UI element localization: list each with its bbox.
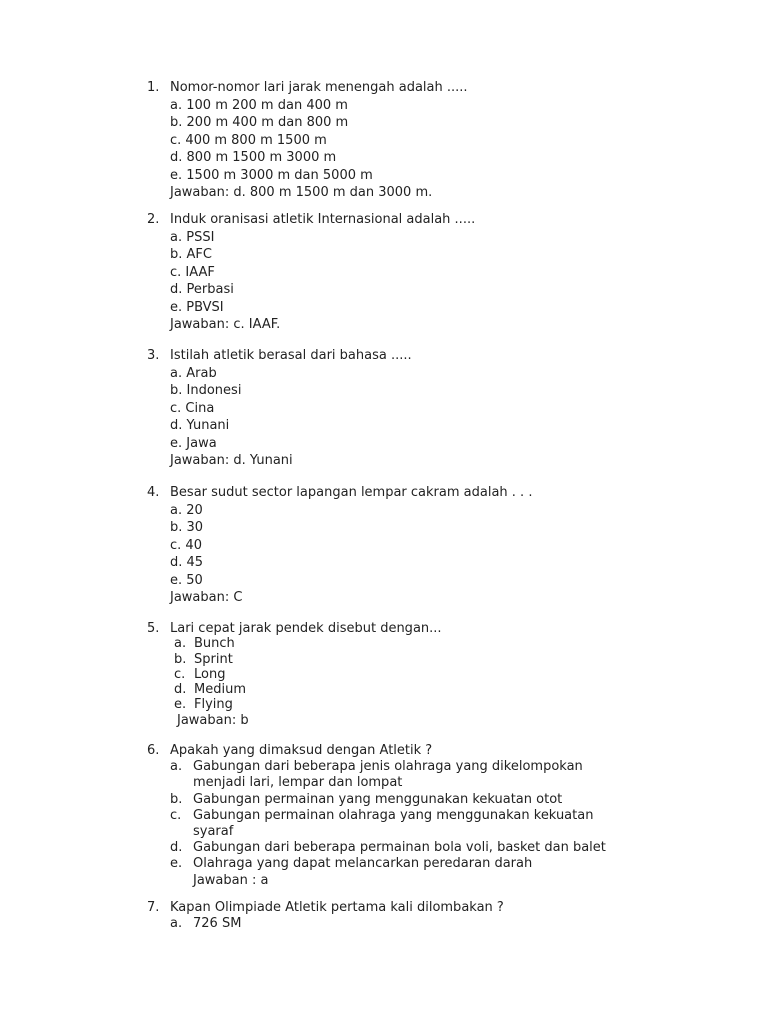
- answer-key: Jawaban: c. IAAF.: [170, 317, 281, 332]
- option-text: Olahraga yang dapat melancarkan peredaran darah: [193, 856, 533, 872]
- option-label: c.: [174, 666, 186, 682]
- option-a: [147, 502, 707, 520]
- option-a: [147, 365, 707, 383]
- option-b: [147, 246, 707, 264]
- option-text: Gabungan dari beberapa permainan bola voli, basket dan balet: [193, 840, 606, 856]
- option-text: Gabungan permainan yang menggunakan kekuatan otot: [193, 791, 563, 807]
- question-1: [147, 79, 707, 202]
- question-stem: [147, 211, 707, 229]
- question-5: [147, 621, 707, 728]
- option-text: 200 m 400 m dan 800 m: [186, 115, 349, 130]
- option-text: 45: [186, 555, 204, 570]
- option-text: Long: [194, 666, 226, 682]
- question-number: 5.: [147, 621, 160, 636]
- option-text: Arab: [186, 365, 217, 381]
- question-number: 1.: [147, 80, 160, 95]
- option-d: [147, 554, 707, 572]
- question-number: 7.: [147, 900, 160, 915]
- option-label: a.: [170, 502, 183, 518]
- option-label: d.: [170, 150, 183, 165]
- option-label: b.: [170, 791, 183, 807]
- option-label: b.: [174, 651, 187, 667]
- option-label: c.: [170, 400, 182, 416]
- option-c: [147, 808, 707, 824]
- option-label: d.: [170, 555, 183, 570]
- question-number: 4.: [147, 485, 160, 500]
- option-b: [147, 114, 707, 132]
- option-text: 50: [186, 572, 203, 588]
- option-d: [147, 281, 707, 299]
- option-text: PSSI: [186, 229, 215, 245]
- option-a-continuation: menjadi lari, lempar dan lompat: [193, 775, 403, 791]
- option-text: Indonesi: [186, 383, 242, 398]
- question-7: [147, 900, 707, 932]
- option-e: [147, 572, 707, 590]
- option-d: [147, 840, 707, 856]
- question-text: Lari cepat jarak pendek disebut dengan...: [170, 621, 442, 636]
- option-text: Gabungan permainan olahraga yang menggunakan kekuatan: [193, 807, 594, 823]
- option-text: 726 SM: [193, 916, 242, 932]
- question-text: Apakah yang dimaksud dengan Atletik ?: [170, 743, 433, 758]
- option-text: Bunch: [194, 636, 235, 652]
- option-text: PBVSI: [186, 299, 224, 315]
- question-4: [147, 484, 707, 607]
- option-d: [147, 682, 707, 697]
- question-2: [147, 211, 707, 334]
- question-number: 2.: [147, 212, 160, 227]
- question-3: [147, 347, 707, 470]
- option-c: [147, 264, 707, 282]
- option-e: [147, 435, 707, 453]
- answer-key: Jawaban: C: [170, 590, 243, 605]
- option-label: a.: [170, 916, 183, 932]
- option-text: 100 m 200 m dan 400 m: [186, 97, 348, 113]
- question-number: 6.: [147, 743, 160, 758]
- answer-key: Jawaban: d. Yunani: [170, 453, 293, 468]
- option-label: e.: [170, 435, 183, 451]
- answer-key: Jawaban: d. 800 m 1500 m dan 3000 m.: [170, 185, 433, 200]
- option-label: a.: [170, 759, 183, 775]
- option-text: Jawa: [186, 435, 217, 451]
- option-label: b.: [170, 247, 183, 262]
- question-stem: [147, 79, 707, 97]
- option-label: d.: [170, 418, 183, 433]
- option-e: [147, 299, 707, 317]
- option-label: d.: [170, 840, 183, 856]
- option-a: [147, 636, 707, 651]
- option-text: Cina: [185, 400, 215, 416]
- option-b: [147, 792, 707, 808]
- option-a: [147, 229, 707, 247]
- option-label: c.: [170, 264, 182, 280]
- option-label: b.: [170, 115, 183, 130]
- option-label: a.: [170, 229, 183, 245]
- answer-key: Jawaban: b: [177, 712, 249, 728]
- option-c: [147, 667, 707, 682]
- option-c-continuation: syaraf: [193, 823, 234, 839]
- option-text: Flying: [194, 697, 233, 713]
- question-6: [147, 743, 707, 889]
- question-stem: [147, 900, 707, 916]
- option-label: a.: [174, 636, 187, 652]
- option-label: a.: [170, 365, 183, 381]
- answer-key: Jawaban : a: [193, 872, 269, 888]
- option-label: c.: [170, 537, 182, 553]
- option-c: [147, 537, 707, 555]
- option-label: e.: [170, 299, 183, 315]
- option-d: [147, 417, 707, 435]
- option-label: b.: [170, 520, 183, 535]
- option-e: [147, 167, 707, 185]
- option-text: Gabungan dari beberapa jenis olahraga yang dikelompokan: [193, 759, 583, 775]
- option-text: Yunani: [186, 418, 230, 433]
- option-c: [147, 132, 707, 150]
- question-stem: [147, 484, 707, 502]
- question-text: Nomor-nomor lari jarak menengah adalah .....: [170, 80, 468, 95]
- option-a: [147, 759, 707, 775]
- option-text: Sprint: [194, 651, 233, 667]
- option-b: [147, 652, 707, 667]
- option-text: 20: [186, 502, 203, 518]
- option-d: [147, 149, 707, 167]
- option-text: 30: [186, 520, 204, 535]
- question-stem: [147, 743, 707, 759]
- option-label: e.: [170, 856, 183, 872]
- option-text: AFC: [186, 247, 212, 262]
- option-a: [147, 916, 707, 932]
- question-stem: [147, 347, 707, 365]
- option-label: c.: [170, 132, 182, 148]
- option-label: e.: [174, 697, 187, 713]
- option-label: d.: [170, 282, 183, 297]
- option-label: e.: [170, 572, 183, 588]
- question-stem: [147, 621, 707, 636]
- question-text: Besar sudut sector lapangan lempar cakram adalah . . .: [170, 485, 533, 500]
- option-text: 800 m 1500 m 3000 m: [186, 150, 337, 165]
- option-text: IAAF: [185, 264, 215, 280]
- option-text: Perbasi: [186, 282, 234, 297]
- option-label: c.: [170, 807, 182, 823]
- option-label: d.: [174, 682, 187, 698]
- option-c: [147, 400, 707, 418]
- option-e: [147, 697, 707, 712]
- question-text: Induk oranisasi atletik Internasional adalah .....: [170, 212, 476, 227]
- option-a: [147, 97, 707, 115]
- question-number: 3.: [147, 348, 160, 363]
- option-text: 1500 m 3000 m dan 5000 m: [186, 167, 373, 183]
- option-text: Medium: [194, 682, 246, 698]
- question-text: Kapan Olimpiade Atletik pertama kali dilombakan ?: [170, 900, 504, 915]
- option-text: 40: [185, 537, 202, 553]
- option-text: 400 m 800 m 1500 m: [185, 132, 327, 148]
- option-e: [147, 856, 707, 872]
- option-label: e.: [170, 167, 183, 183]
- option-label: b.: [170, 383, 183, 398]
- question-text: Istilah atletik berasal dari bahasa .....: [170, 348, 412, 363]
- option-b: [147, 382, 707, 400]
- option-b: [147, 519, 707, 537]
- option-label: a.: [170, 97, 183, 113]
